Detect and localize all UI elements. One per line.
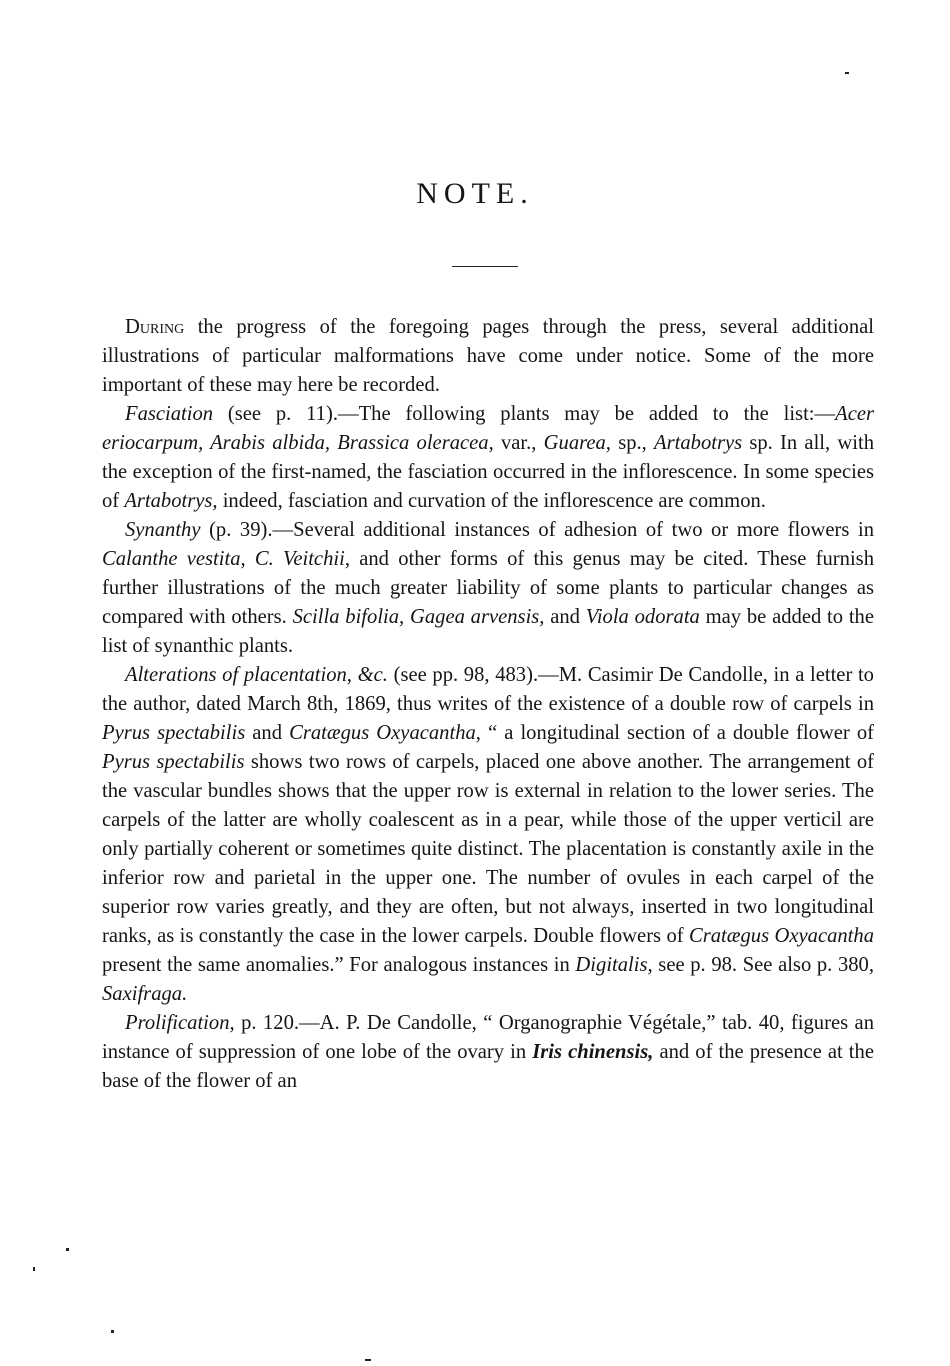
title-divider — [452, 266, 518, 267]
intro-text: the progress of the foregoing pages through the press, several additional illustrations of particular malformations have come under notice. Some of the more important of these may here be recorded. — [102, 316, 874, 396]
prolification-text: p. 120.—A. P. De Candolle, “ Organographie Végétale,” tab. 40, figures an instance of suppression of one lobe of the ovary in — [102, 1012, 874, 1063]
scan-speck — [111, 1330, 114, 1333]
synanthy-text: and other forms of this genus may be cited. These furnish further illustrations of the much greater liability of some plants to particular changes as compared with others. — [102, 548, 874, 628]
synanthy-text: and — [544, 606, 586, 628]
fasciation-paragraph — [102, 400, 874, 516]
species-name: Acer eriocarpum, Arabis albida, Brassica oleracea, — [102, 403, 874, 454]
placentation-heading: Alterations of placentation, &c. — [125, 664, 388, 686]
prolification-text: and of the presence at the base of the flower of an — [102, 1041, 874, 1092]
placentation-paragraph — [102, 661, 874, 1009]
placentation-text: and — [245, 722, 290, 744]
species-name: Cratægus Oxyacantha — [689, 925, 874, 947]
body-text — [102, 313, 874, 1096]
placentation-text: “ a longitudinal section of a double flower of — [480, 722, 875, 744]
species-name: Cratægus Oxyacantha, — [289, 722, 481, 744]
fasciation-text: (see p. 11).—The following plants may be added to the list:— — [213, 403, 836, 425]
species-name: Scilla bifolia, Gagea arvensis, — [292, 606, 545, 628]
synanthy-paragraph — [102, 516, 874, 661]
fasciation-text: indeed, fasciation and curvation of the inflorescence are common. — [217, 490, 766, 512]
fasciation-text: sp. In all, with the exception of the first-named, the fasciation occurred in the inflorescence. In some species of — [102, 432, 874, 512]
species-name: Artabotrys, — [124, 490, 218, 512]
species-name: Calanthe vestita, C. Veitchii, — [102, 548, 350, 570]
species-name: Artabotrys — [654, 432, 743, 454]
fasciation-text: var., — [493, 432, 544, 454]
species-name: Pyrus spectabilis — [102, 751, 245, 773]
fasciation-heading: Fasciation — [125, 403, 214, 425]
placentation-text: shows two rows of carpels, placed one above another. The arrangement of the vascular bundles shows that the upper row is external in relation to the lower series. The carpels of the latter are wholly coalescent as in a pear, while those of the upper verticil are only partially coherent or sometimes quite distinct. The placentation is constantly axile in the inferior row and parietal in the upper one. The number of ovules in each carpel of the superior row varies greatly, and they are often, but not always, inserted in two longitudinal ranks, as is constantly the case in the lower carpels. Double flowers of — [102, 751, 875, 947]
scan-speck — [66, 1248, 69, 1251]
intro-lead: During — [125, 316, 185, 338]
prolification-heading: Prolification, — [125, 1012, 235, 1034]
synanthy-heading: Synanthy — [125, 519, 201, 541]
page-title: NOTE. — [416, 177, 534, 210]
species-name: Iris chinensis, — [532, 1041, 654, 1063]
species-name: Pyrus spectabilis — [102, 722, 246, 744]
placentation-text: see p. 98. See also p. 380, — [652, 954, 874, 976]
placentation-text: (see pp. 98, 483).—M. Casimir De Candolle, in a letter to the author, dated March 8th, 1869, thus writes of the existence of a double row of carpels in — [102, 664, 874, 715]
scan-speck — [845, 72, 849, 74]
intro-paragraph — [102, 313, 874, 400]
scan-speck — [365, 1359, 371, 1361]
prolification-paragraph — [102, 1009, 874, 1096]
fasciation-text: sp., — [610, 432, 655, 454]
scan-speck — [33, 1267, 35, 1271]
placentation-text: present the same anomalies.” For analogous instances in — [102, 954, 576, 976]
species-name: Digitalis, — [575, 954, 653, 976]
species-name: Guarea, — [543, 432, 611, 454]
synanthy-text: may be added to the list of synanthic plants. — [102, 606, 874, 657]
synanthy-text: (p. 39).—Several additional instances of adhesion of two or more flowers in — [200, 519, 874, 541]
species-name: Saxifraga. — [102, 983, 188, 1005]
species-name: Viola odorata — [585, 606, 700, 628]
